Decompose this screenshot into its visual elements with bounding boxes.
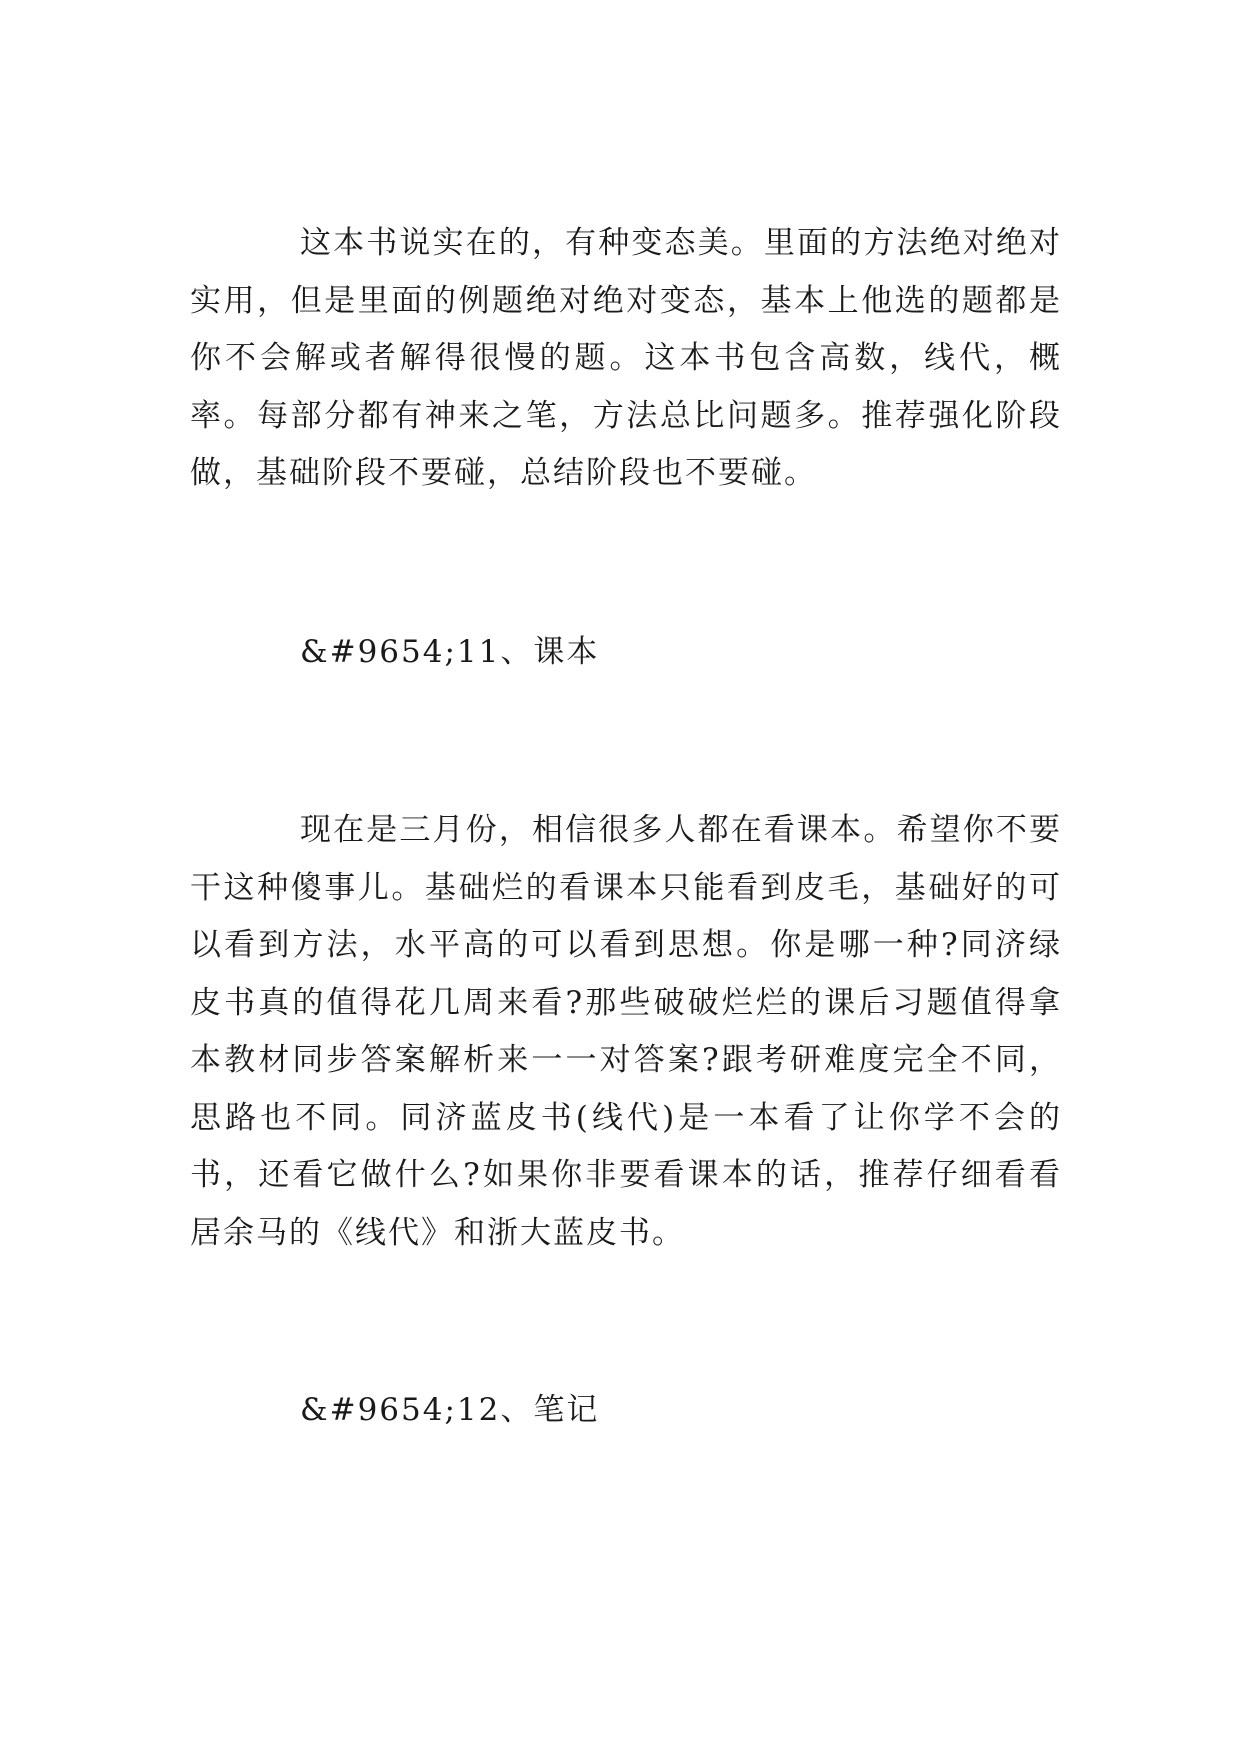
paragraph-textbooks: 现在是三月份，相信很多人都在看课本。希望你不要干这种傻事儿。基础烂的看课本只能看到皮毛，基础好的可以看到方法，水平高的可以看到思想。你是哪一种?同济绿皮书真的值得花几周来看?那些破破烂烂的课后习题值得拿本教材同步答案解析来一一对答案?跟考研难度完全不同，思路也不同。同济蓝皮书(线代)是一本看了让你学不会的书，还看它做什么?如果你非要看课本的话，推荐仔细看看居余马的《线代》和浙大蓝皮书。 [190, 812, 1062, 1251]
section-heading-12: &#9654;12、笔记 [300, 1392, 600, 1428]
section-heading-11: &#9654;11、课本 [300, 634, 600, 670]
paragraph-book-review: 这本书说实在的，有种变态美。里面的方法绝对绝对实用，但是里面的例题绝对绝对变态，基本上他选的题都是你不会解或者解得很慢的题。这本书包含高数，线代，概率。每部分都有神来之笔，方法总比问题多。推荐强化阶段做，基础阶段不要碰，总结阶段也不要碰。 [190, 225, 1062, 491]
